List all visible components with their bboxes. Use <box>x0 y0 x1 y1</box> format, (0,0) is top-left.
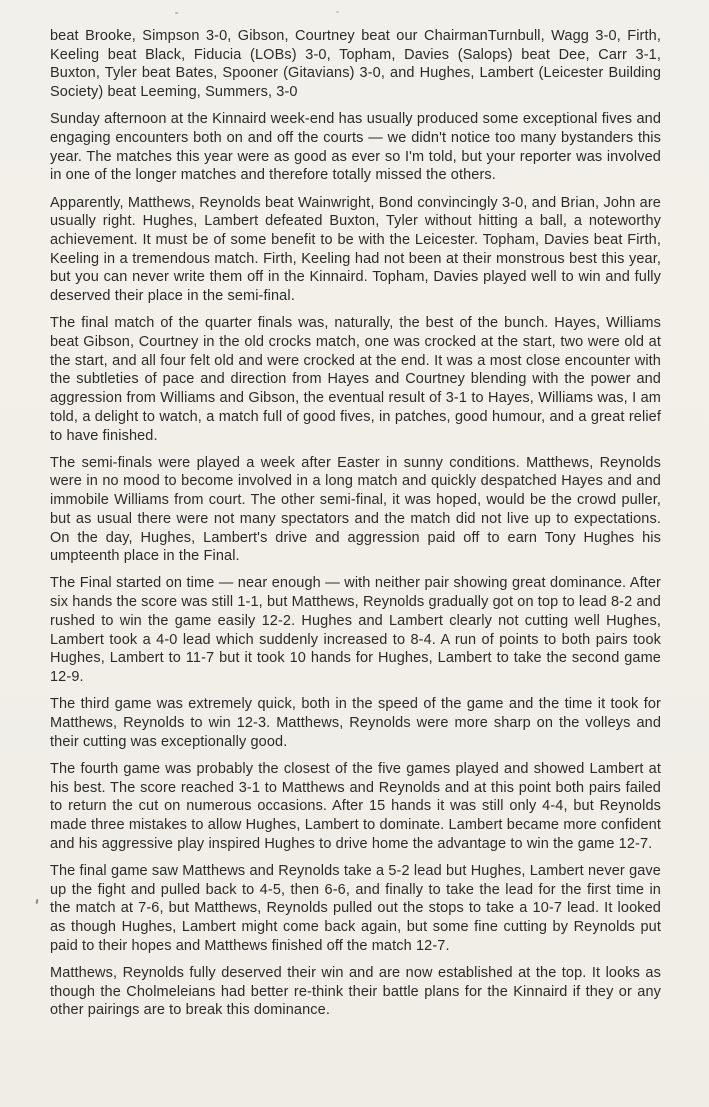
paragraph-third-game: The third game was extremely quick, both in the speed of the game and the time it took for Matthews, Reynolds to win 12-3. Matthews, Reynolds were more sharp on the volleys and their cutting was exceptionally good. <box>50 696 661 750</box>
scan-speck <box>36 899 39 904</box>
scan-speck <box>336 11 339 13</box>
paragraph-fourth-game: The fourth game was probably the closest of the five games played and showed Lambert at his best. The score reached 3-1 to Matthews and Reynolds and at this point both pairs failed to return the cut on numerous occasions. After 15 hands it was still only 4-4, but Reynolds made three mistakes to allow Hughes, Lambert to dominate. Lambert became more confident and his aggressive play inspired Hughes to drive home the advantage to win the game 12-7. <box>50 760 661 852</box>
paragraph-final-game: The final game saw Matthews and Reynolds take a 5-2 lead but Hughes, Lambert never gave up the fight and pulled back to 4-5, then 6-6, and finally to take the lead for the first time in the match at 7-6, but Matthews, Reynolds pulled out the stops to take a 10-7 lead. It looked as though Hughes, Lambert might come back again, but some fine cutting by Reynolds put paid to their hopes and Matthews finished off the match 12-7. <box>50 862 661 954</box>
paragraph-sunday-afternoon: Sunday afternoon at the Kinnaird week-end has usually produced some exceptional fives and engaging encounters both on and off the courts — we didn't notice too many bystanders this year. The matches this year were as good as ever so I'm told, but your reporter was involved in one of the longer matches and therefore totally missed the others. <box>50 111 661 184</box>
paragraph-the-final-start: The Final started on time — near enough — with neither pair showing great dominance. After six hands the score was still 1-1, but Matthews, Reynolds gradually got on top to lead 8-2 and rushed to win the game easily 12-2. Hughes and Lambert clearly not cutting well Hughes, Lambert took a 4-0 lead which suddenly increased to 8-4. A run of points to both pairs took Hughes, Lambert to 11-7 but it took 10 hands for Hughes, Lambert to take the second game 12-9. <box>50 575 661 685</box>
article-text-block <box>50 27 661 1020</box>
scan-speck <box>175 12 178 14</box>
paragraph-conclusion: Matthews, Reynolds fully deserved their win and are now established at the top. It looks as though the Cholmeleians had better re-think their battle plans for the Kinnaird if they or any other pairings are to break this dominance. <box>50 964 661 1019</box>
paragraph-final-quarter-match: The final match of the quarter finals was, naturally, the best of the bunch. Hayes, Williams beat Gibson, Courtney in the old crocks match, one was crocked at the start, two were old at the start, and all four felt old and were crocked at the end. It was a most close encounter with the subtleties of pace and direction from Hayes and Courtney blending with the power and aggression from Williams and Gibson, the eventual result of 3-1 to Hayes, Williams was, I am told, a delight to watch, a match full of good fives, in patches, good humour, and a great relief to have finished. <box>50 315 661 444</box>
paragraph-semi-finals: The semi-finals were played a week after Easter in sunny conditions. Matthews, Reynolds were in no mood to become involved in a long match and quickly despatched Hayes and and immobile Williams from court. The other semi-final, it was hoped, would be the crowd puller, but as usual there were not many spectators and the match did not live up to expectations. On the day, Hughes, Lambert's drive and aggression paid off to earn Tony Hughes his umpteenth place in the Final. <box>50 454 661 565</box>
paragraph-quarterfinal-results: beat Brooke, Simpson 3-0, Gibson, Courtney beat our ChairmanTurnbull, Wagg 3-0, Firth, Keeling beat Black, Fiducia (LOBs) 3-0, Topham, Davies (Salops) beat Dee, Carr 3-1, Buxton, Tyler beat Bates, Spooner (Gitavians) 3-0, and Hughes, Lambert (Leicester Building Society) beat Leeming, Summers, 3-0 <box>50 28 661 101</box>
paragraph-apparently-matches: Apparently, Matthews, Reynolds beat Wainwright, Bond convincingly 3-0, and Brian, John are usually right. Hughes, Lambert defeated Buxton, Tyler without hitting a ball, a noteworthy achievement. It must be of some benefit to be with the Leicester. Topham, Davies beat Firth, Keeling in a tremendous match. Firth, Keeling had not been at their monstrous best this year, but you can never write them off in the Kinnaird. Topham, Davies played well to win and fully deserved their place in the semi-final. <box>50 194 661 305</box>
